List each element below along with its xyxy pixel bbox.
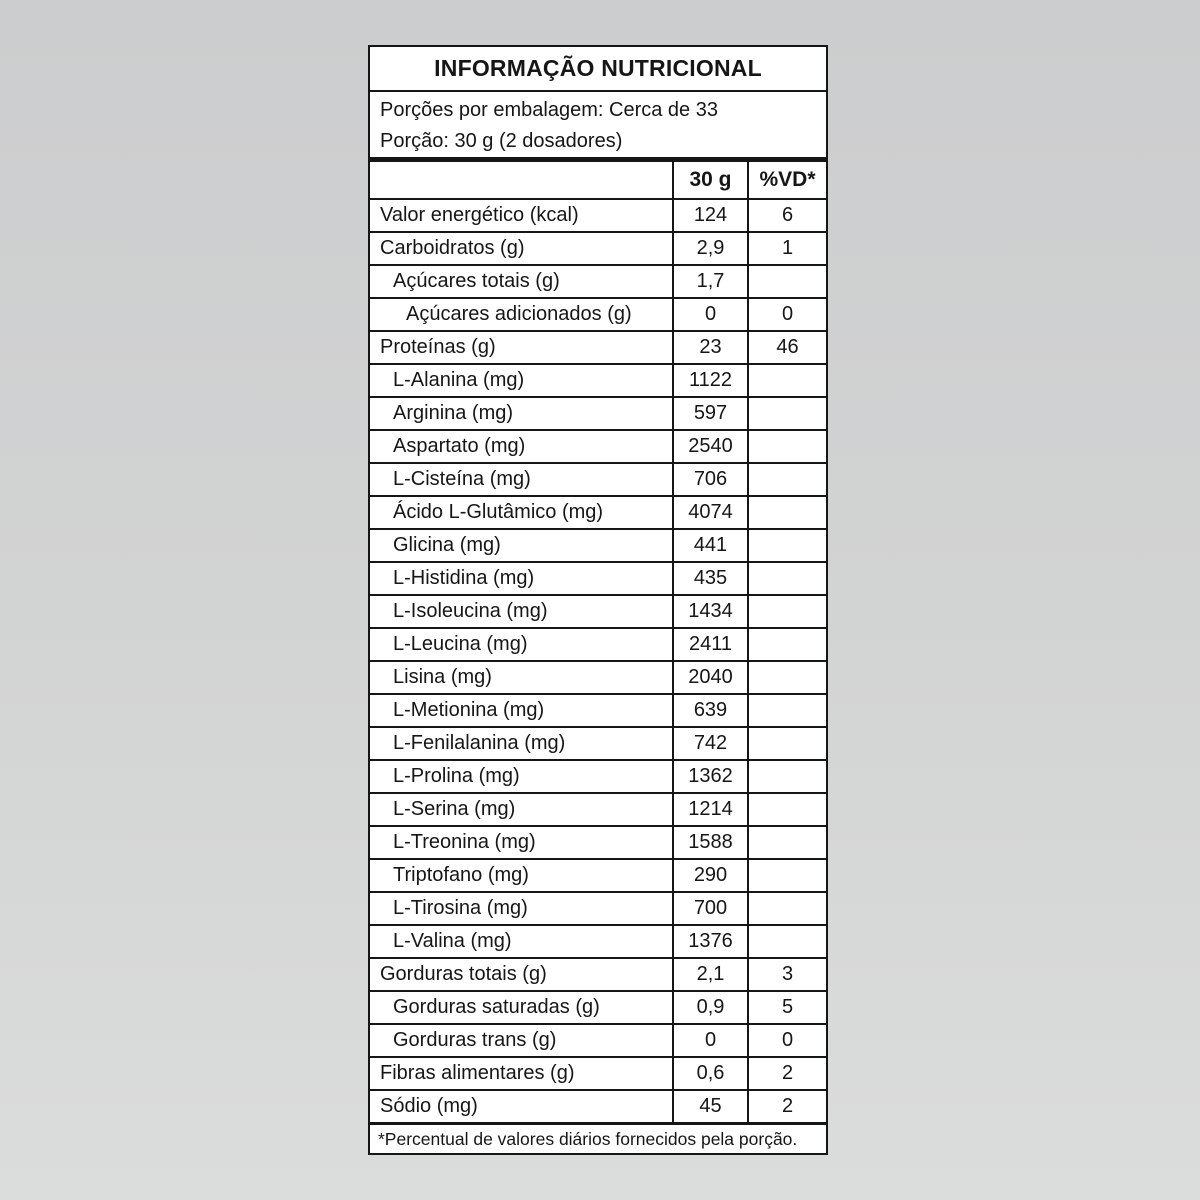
table-row xyxy=(370,1023,826,1056)
row-label: Carboidratos (g) xyxy=(380,237,525,259)
row-amount: 124 xyxy=(672,200,749,231)
table-row xyxy=(370,594,826,627)
row-label: Proteínas (g) xyxy=(380,336,496,358)
row-amount: 0 xyxy=(672,299,749,330)
row-label: Valor energético (kcal) xyxy=(380,204,579,226)
table-row xyxy=(370,495,826,528)
serving-info-block xyxy=(370,92,826,162)
row-label: L-Fenilalanina (mg) xyxy=(393,732,566,754)
row-amount: 1214 xyxy=(672,794,749,825)
table-row xyxy=(370,825,826,858)
row-label: Gorduras totais (g) xyxy=(380,963,547,985)
row-label: L-Treonina (mg) xyxy=(393,831,536,853)
row-amount: 742 xyxy=(672,728,749,759)
row-amount: 1588 xyxy=(672,827,749,858)
row-amount: 0 xyxy=(672,1025,749,1056)
row-label: Triptofano (mg) xyxy=(393,864,529,886)
daily-value-footnote: *Percentual de valores diários fornecidos pela porção. xyxy=(370,1122,826,1153)
row-amount: 2,1 xyxy=(672,959,749,990)
row-label: L-Tirosina (mg) xyxy=(393,897,528,919)
row-amount: 597 xyxy=(672,398,749,429)
row-vd: 2 xyxy=(781,1062,794,1084)
table-row xyxy=(370,693,826,726)
row-vd xyxy=(749,860,826,891)
table-row xyxy=(370,396,826,429)
row-vd: 6 xyxy=(781,204,794,226)
row-amount: 45 xyxy=(672,1091,749,1122)
table-row xyxy=(370,660,826,693)
row-amount: 1376 xyxy=(672,926,749,957)
row-label: Sódio (mg) xyxy=(380,1095,478,1117)
row-label: Glicina (mg) xyxy=(393,534,501,556)
table-header-row xyxy=(370,162,826,198)
row-label: Ácido L-Glutâmico (mg) xyxy=(393,501,604,523)
row-vd: 3 xyxy=(781,963,794,985)
table-row xyxy=(370,858,826,891)
row-label: L-Isoleucina (mg) xyxy=(393,600,548,622)
row-vd xyxy=(749,596,826,627)
table-row xyxy=(370,231,826,264)
row-vd xyxy=(749,629,826,660)
row-vd xyxy=(749,431,826,462)
table-row xyxy=(370,627,826,660)
row-amount: 2040 xyxy=(672,662,749,693)
table-row xyxy=(370,1056,826,1089)
table-row xyxy=(370,363,826,396)
row-amount: 1362 xyxy=(672,761,749,792)
row-vd xyxy=(749,761,826,792)
row-vd: 46 xyxy=(776,336,799,358)
row-label: Gorduras trans (g) xyxy=(393,1029,557,1051)
row-vd: 1 xyxy=(781,237,794,259)
header-empty-cell xyxy=(370,162,672,198)
row-vd xyxy=(749,893,826,924)
table-row xyxy=(370,528,826,561)
row-vd xyxy=(749,563,826,594)
row-amount: 700 xyxy=(672,893,749,924)
row-vd xyxy=(749,497,826,528)
row-amount: 441 xyxy=(672,530,749,561)
row-vd xyxy=(749,926,826,957)
nutrition-rows xyxy=(370,198,826,1122)
table-row xyxy=(370,297,826,330)
row-label: Gorduras saturadas (g) xyxy=(393,996,600,1018)
servings-per-package-text: Porções por embalagem: Cerca de 33 xyxy=(380,99,718,121)
table-row xyxy=(370,957,826,990)
row-label: Lisina (mg) xyxy=(393,666,492,688)
serving-size-text: Porção: 30 g (2 dosadores) xyxy=(380,130,623,152)
row-vd xyxy=(749,662,826,693)
nutrition-facts-panel xyxy=(368,45,828,1155)
table-row xyxy=(370,198,826,231)
table-row xyxy=(370,429,826,462)
row-label: Açúcares totais (g) xyxy=(393,270,560,292)
row-label: L-Leucina (mg) xyxy=(393,633,528,655)
row-amount: 1122 xyxy=(672,365,749,396)
row-label: L-Valina (mg) xyxy=(393,930,512,952)
row-amount: 706 xyxy=(672,464,749,495)
row-vd xyxy=(749,794,826,825)
table-row xyxy=(370,726,826,759)
row-vd xyxy=(749,464,826,495)
row-vd: 0 xyxy=(781,1029,794,1051)
row-amount: 0,9 xyxy=(672,992,749,1023)
row-vd xyxy=(749,827,826,858)
table-row xyxy=(370,561,826,594)
row-label: L-Metionina (mg) xyxy=(393,699,545,721)
row-amount: 1434 xyxy=(672,596,749,627)
table-row xyxy=(370,462,826,495)
row-label: L-Histidina (mg) xyxy=(393,567,535,589)
row-vd xyxy=(749,695,826,726)
header-amount-column: 30 g xyxy=(672,162,749,198)
row-vd: 5 xyxy=(781,996,794,1018)
row-amount: 2,9 xyxy=(672,233,749,264)
table-row xyxy=(370,891,826,924)
row-label: Aspartato (mg) xyxy=(393,435,526,457)
row-label: L-Serina (mg) xyxy=(393,798,516,820)
row-amount: 2540 xyxy=(672,431,749,462)
table-row xyxy=(370,990,826,1023)
row-amount: 0,6 xyxy=(672,1058,749,1089)
row-label: Fibras alimentares (g) xyxy=(380,1062,575,1084)
row-amount: 2411 xyxy=(672,629,749,660)
row-vd: 2 xyxy=(781,1095,794,1117)
row-amount: 1,7 xyxy=(672,266,749,297)
row-amount: 639 xyxy=(672,695,749,726)
row-label: Arginina (mg) xyxy=(393,402,514,424)
table-row xyxy=(370,330,826,363)
row-vd xyxy=(749,398,826,429)
row-amount: 23 xyxy=(672,332,749,363)
row-amount: 290 xyxy=(672,860,749,891)
row-label: L-Prolina (mg) xyxy=(393,765,520,787)
row-amount: 4074 xyxy=(672,497,749,528)
header-vd-column: %VD* xyxy=(759,168,816,191)
row-amount: 435 xyxy=(672,563,749,594)
row-label: L-Alanina (mg) xyxy=(393,369,525,391)
nutrition-panel-title: INFORMAÇÃO NUTRICIONAL xyxy=(370,47,826,92)
table-row xyxy=(370,1089,826,1122)
row-vd xyxy=(749,266,826,297)
table-row xyxy=(370,759,826,792)
table-row xyxy=(370,924,826,957)
row-vd xyxy=(749,365,826,396)
row-vd xyxy=(749,728,826,759)
row-vd: 0 xyxy=(781,303,794,325)
table-row xyxy=(370,792,826,825)
row-vd xyxy=(749,530,826,561)
row-label: Açúcares adicionados (g) xyxy=(406,303,632,325)
row-label: L-Cisteína (mg) xyxy=(393,468,531,490)
table-row xyxy=(370,264,826,297)
